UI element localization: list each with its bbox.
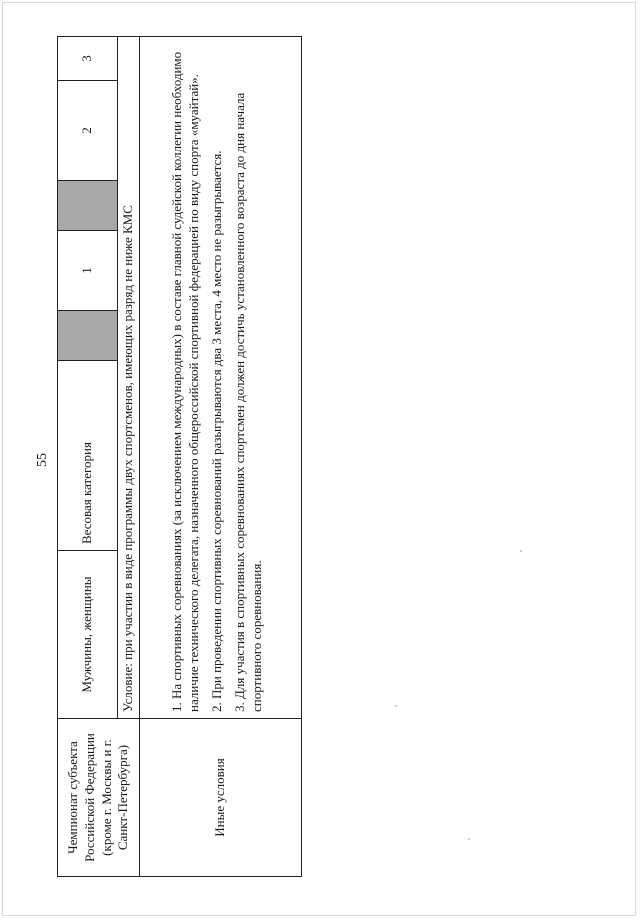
other-conditions-label: Иные условия — [140, 719, 302, 877]
page-number: 55 — [35, 453, 50, 467]
column-2-cell: 2 — [58, 81, 118, 181]
requirements-table — [57, 36, 302, 877]
scan-speck — [468, 838, 470, 840]
column-1-cell: 1 — [58, 231, 118, 311]
note-item: 2. При проведении спортивных соревнований разыгрываются два 3 места, 4 место не разыгрывается. — [209, 150, 225, 712]
table-header-row — [58, 37, 118, 877]
other-conditions-notes — [140, 37, 302, 719]
weight-category-cell: Весовая категория — [58, 361, 118, 551]
scan-speck — [520, 550, 522, 552]
note-item: 1. На спортивных соревнованиях (за исключением международных) в составе главной судейской коллегии необходимо наличие технического делегата, назначенного общероссийской спортивной федерацией по виду спорта «муайтай». — [169, 51, 202, 712]
other-conditions-row — [140, 37, 302, 877]
scan-speck — [395, 705, 397, 707]
shaded-cell-dark-2 — [58, 181, 118, 231]
column-3-cell: 3 — [58, 37, 118, 81]
gender-cell: Мужчины, женщины — [58, 551, 118, 719]
note-item: 3. Для участия в спортивных соревнованиях спортсмен должен достичь установленного возраста до дня начала спортивного соревнования. — [231, 92, 264, 712]
shaded-cell-dark — [58, 311, 118, 361]
rotated-page-content — [35, 37, 302, 877]
championship-cell: Чемпионат субъекта Российской Федерации (кроме г. Москвы и г. Санкт-Петербурга) — [58, 719, 140, 877]
condition-cell: Условие: при участии в виде программы двух спортсменов, имеющих разряд не ниже КМС — [118, 37, 140, 719]
